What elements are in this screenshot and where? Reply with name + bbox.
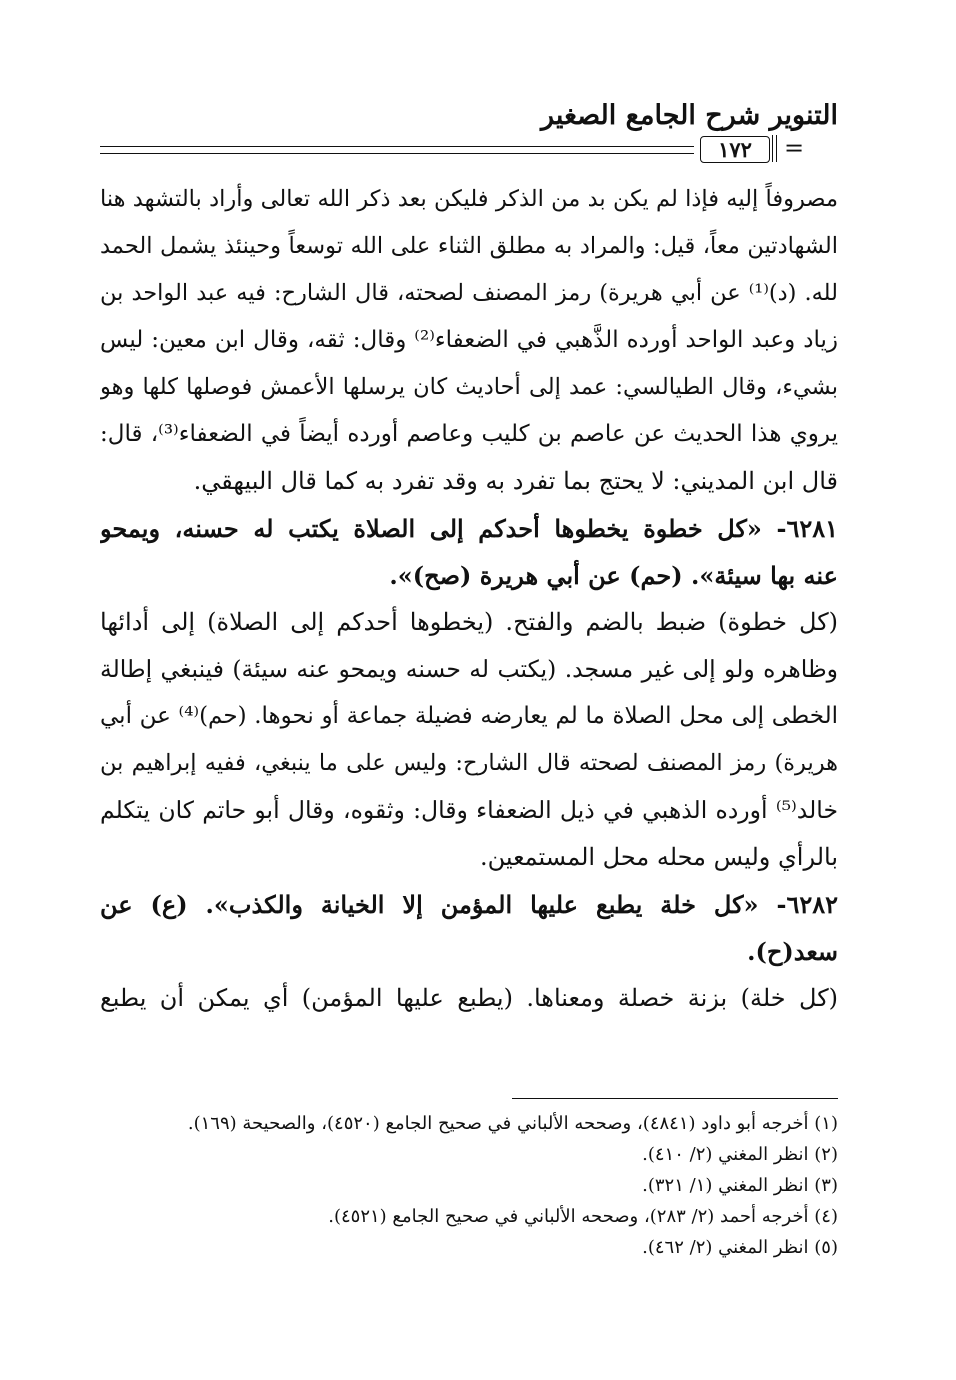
text-line: هريرة) رمز المصنف لصحته قال الشارح: وليس على ما ينبغي، ففيه إبراهيم بن [100,750,838,776]
text-line: لله. (د)⁽¹⁾ عن أبي هريرة) رمز المصنف لصحته، قال الشارح: فيه عبد الواحد بن [100,280,838,306]
text-line: بشيء، وقال الطيالسي: عمد إلى أحاديث كان يرسلها الأعمش فوصلها كلها وهو [100,374,838,400]
footnote: (١) أخرجه أبو داود (٤٨٤١)، وصححه الألباني في صحيح الجامع (٤٥٢٠)، والصحيحة (١٦٩). [187,1113,838,1134]
hadith-line: عنه بها سيئة». (حم) عن أبي هريرة (صح)». [389,561,838,590]
text-line: (كل خطوة) ضبط بالضم والفتح. (يخطوها أحدكم إلى الصلاة) إلى أدائها [100,608,838,636]
footnote: (٢) انظر المغني (٢/ ٤١٠). [642,1144,838,1165]
text-line: مصروفاً إليه فإذا لم يكن بد من الذكر فليكن بعد ذكر الله تعالى وأراد بالتشهد هنا [100,186,838,212]
footnote-separator [512,1098,838,1099]
text-line: قال ابن المديني: لا يحتج بما تفرد به وقد تفرد به كما قال البيهقي. [193,467,838,495]
page-header [100,92,838,172]
text-line: خالد⁽⁵⁾ أورده الذهبي في ذيل الضعفاء وقال: وثقوه، وقال أبو حاتم كان يتكلم [100,796,838,824]
header-rule-top [100,146,694,147]
text-line: بالرأي وليس محله محل المستمعين. [479,843,838,871]
text-line: يروي هذا الحديث عن عاصم بن كليب وعاصم أورده أيضاً في الضعفاء⁽³⁾، قال: [100,421,838,447]
text-line: الخطى إلى محل الصلاة ما لم يعارضه فضيلة جماعة أو نحوها. (حم)⁽⁴⁾ عن أبي [100,703,838,729]
main-text [100,176,838,1022]
footnote: (٣) انظر المغني (١/ ٣٢١). [642,1175,838,1196]
footnote: (٤) أخرجه أحمد (٢/ ٢٨٣)، وصححه الألباني في صحيح الجامع (٤٥٢١). [328,1206,838,1227]
text-line: وظاهره ولو إلى غير مسجد. (يكتب له حسنه ويمحو عنه سيئة) فينبغي إطالة [100,655,838,683]
header-rule-bottom [100,153,694,154]
hadith-line: ٦٢٨١- «كل خطوة يخطوها أحدكم إلى الصلاة يكتب له حسنه، ويمحو [100,514,838,543]
page-number-ornament: = [784,134,805,162]
hadith-line: ٦٢٨٢- «كل خلة يطبع عليها المؤمن إلا الخيانة والكذب». (ع) عن [100,890,838,919]
footnotes [98,1108,838,1263]
text-line: الشهادتين معاً، قيل: والمراد به مطلق الثناء على الله توسعاً وحينئذ يشمل الحمد [100,233,838,259]
text-line: (كل خلة) بزنة خصلة ومعناها. (يطبع عليها المؤمن) أي يمكن أن يطبع [100,984,838,1012]
text-line: زياد وعبد الواحد أورده الذَّهبي في الضعفاء⁽²⁾ وقال: ثقه، وقال ابن معين: ليس [100,327,838,353]
page-number: ١٧٢ [700,136,770,163]
hadith-line: سعد(ح). [747,937,838,966]
running-title: التنوير شرح الجامع الصغير [541,100,838,131]
footnote: (٥) انظر المغني (٢/ ٤٦٢). [642,1237,838,1258]
